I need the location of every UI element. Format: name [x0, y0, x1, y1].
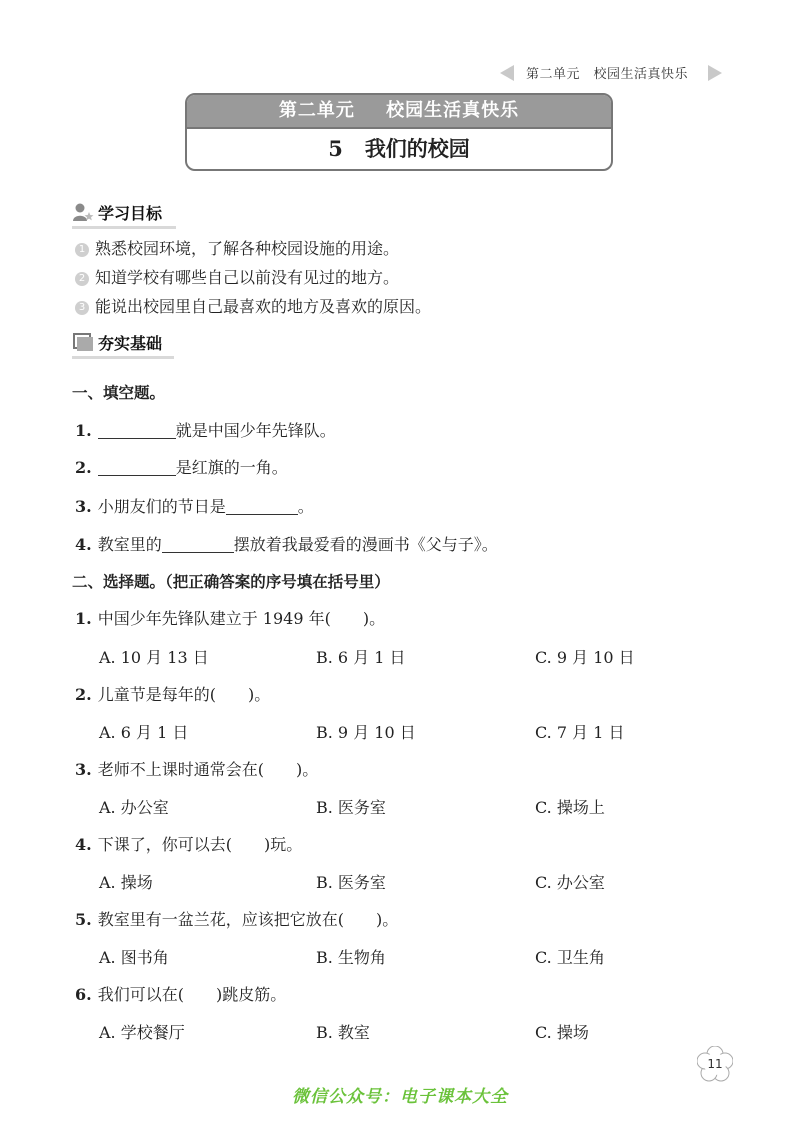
- question-number: 2.: [75, 685, 92, 704]
- goals-section-header: [72, 200, 176, 226]
- lesson-title: [187, 129, 611, 169]
- question-text: 教室里的: [97, 535, 162, 554]
- question-number: 6.: [75, 985, 92, 1004]
- unit-name: 校园生活真快乐: [386, 100, 520, 121]
- option-a[interactable]: A. 10 月 13 日: [99, 648, 209, 667]
- option-c[interactable]: C. 操场上: [535, 798, 605, 817]
- footer-watermark: 微信公众号：电子课本大全: [292, 1087, 508, 1107]
- option-a[interactable]: A. 学校餐厅: [99, 1023, 185, 1042]
- lesson-title-box: [185, 93, 613, 171]
- question-text: 教室里有一盆兰花，应该把它放在( )。: [97, 910, 399, 929]
- option-c[interactable]: C. 办公室: [535, 873, 605, 892]
- option-c[interactable]: C. 卫生角: [535, 948, 605, 967]
- option-b[interactable]: B. 医务室: [316, 798, 386, 817]
- question-text: 老师不上课时通常会在( )。: [97, 760, 319, 779]
- option-a[interactable]: A. 办公室: [99, 798, 169, 817]
- question-text: 小朋友们的节日是: [97, 497, 226, 516]
- option-b[interactable]: B. 教室: [316, 1023, 370, 1042]
- question-number: 3.: [75, 760, 92, 779]
- running-header: [500, 60, 730, 86]
- choice-question-3: [75, 757, 318, 780]
- choice-question-6: [75, 982, 286, 1005]
- unit-number: 第二单元: [278, 100, 355, 121]
- question-text-end: 摆放着我最爱看的漫画书《父与子》。: [233, 535, 498, 554]
- question-text: 儿童节是每年的( )。: [97, 685, 271, 704]
- option-b[interactable]: B. 9 月 10 日: [316, 723, 416, 742]
- question-text: 就是中国少年先锋队。: [175, 421, 336, 440]
- goals-section-label: 学习目标: [98, 204, 163, 223]
- running-header-text: 第二单元 校园生活真快乐: [526, 67, 689, 82]
- answer-blank[interactable]: [226, 498, 298, 515]
- option-c[interactable]: C. 操场: [535, 1023, 589, 1042]
- answer-blank[interactable]: [98, 422, 176, 439]
- fill-question-3: [75, 494, 314, 517]
- question-number: 1.: [75, 609, 92, 628]
- lesson-name: 我们的校园: [364, 136, 470, 161]
- choice-question-5: [75, 907, 398, 930]
- goal-text: 知道学校有哪些自己以前没有见过的地方。: [95, 268, 400, 287]
- answer-blank[interactable]: [98, 459, 176, 476]
- goal-text: 能说出校园里自己最喜欢的地方及喜欢的原因。: [95, 297, 432, 316]
- choice-question-1: [75, 606, 385, 629]
- question-number: 4.: [75, 535, 92, 554]
- goal-item: [75, 265, 399, 288]
- option-a[interactable]: A. 图书角: [99, 948, 169, 967]
- left-triangle-icon: [500, 65, 514, 81]
- fill-question-2: [75, 455, 288, 478]
- fill-blank-heading: 一、填空题。: [72, 384, 166, 402]
- fill-question-4: [75, 532, 498, 555]
- option-a[interactable]: A. 操场: [99, 873, 153, 892]
- option-c[interactable]: C. 7 月 1 日: [535, 723, 625, 742]
- choice-heading: 二、选择题。（把正确答案的序号填在括号里）: [72, 573, 390, 591]
- question-text-end: 。: [297, 497, 314, 516]
- question-text: 我们可以在( )跳皮筋。: [97, 985, 287, 1004]
- section-underline: [72, 356, 174, 359]
- page-number: 11: [707, 1057, 723, 1071]
- fill-question-1: [75, 418, 336, 441]
- answer-blank[interactable]: [162, 536, 234, 553]
- question-text: 是红旗的一角。: [175, 458, 288, 477]
- question-number: 2.: [75, 458, 92, 477]
- choice-question-2: [75, 682, 270, 705]
- option-b[interactable]: B. 医务室: [316, 873, 386, 892]
- goal-item: [75, 294, 431, 317]
- learner-star-icon: [72, 202, 94, 222]
- section-underline: [72, 226, 176, 229]
- goal-item: [75, 236, 399, 259]
- goal-badge: 1: [75, 243, 89, 257]
- choice-question-4: [75, 832, 302, 855]
- right-triangle-icon: [708, 65, 722, 81]
- basics-section-header: [72, 330, 174, 356]
- page-number-badge: [697, 1046, 733, 1082]
- option-c[interactable]: C. 9 月 10 日: [535, 648, 635, 667]
- option-b[interactable]: B. 6 月 1 日: [316, 648, 406, 667]
- question-text: 下课了，你可以去( )玩。: [97, 835, 303, 854]
- book-icon: [72, 332, 94, 352]
- basics-section-label: 夯实基础: [98, 334, 163, 353]
- question-number: 1.: [75, 421, 92, 440]
- option-b[interactable]: B. 生物角: [316, 948, 386, 967]
- unit-title-band: [187, 95, 611, 129]
- option-a[interactable]: A. 6 月 1 日: [99, 723, 189, 742]
- goal-badge: 2: [75, 272, 89, 286]
- question-text: 中国少年先锋队建立于 1949 年( )。: [97, 609, 386, 628]
- goal-text: 熟悉校园环境，了解各种校园设施的用途。: [95, 239, 400, 258]
- goal-badge: 3: [75, 301, 89, 315]
- question-number: 5.: [75, 910, 92, 929]
- question-number: 3.: [75, 497, 92, 516]
- question-number: 4.: [75, 835, 92, 854]
- lesson-number: 5: [328, 136, 343, 161]
